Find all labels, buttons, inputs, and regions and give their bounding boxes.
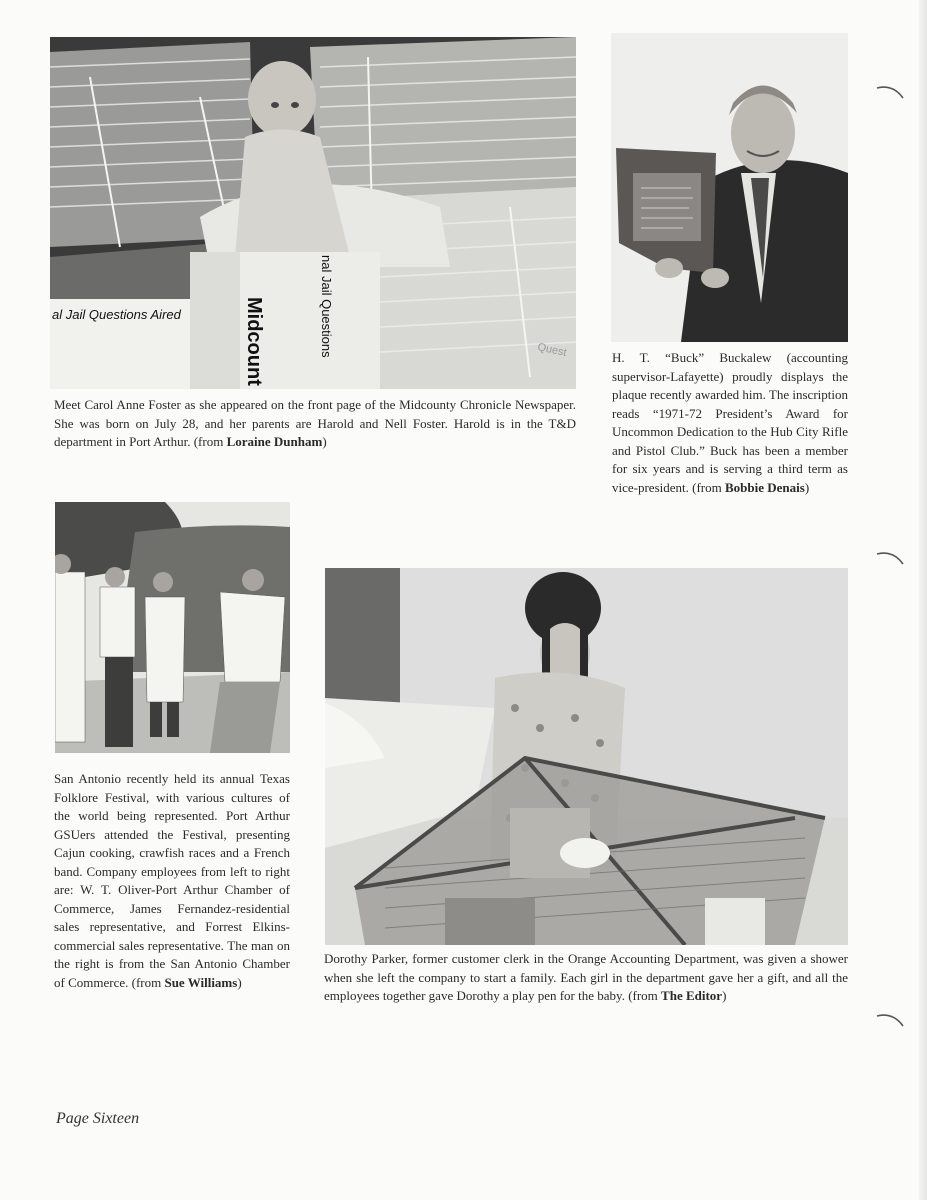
dorothy-caption-close: ): [722, 988, 727, 1003]
festival-caption-close: ): [237, 974, 242, 990]
page-number-label: Page Sixteen: [56, 1110, 140, 1127]
baby-photo-headline-text: al Jail Questions Aired: [52, 307, 181, 322]
folklore-festival-photo: [55, 502, 290, 753]
baby-caption-close: ): [322, 434, 327, 449]
baby-photo-torn-text: Quest: [536, 341, 568, 360]
baby-photo-masthead-text: Midcount: [243, 297, 265, 386]
festival-caption-credit: Sue Williams: [164, 974, 238, 990]
baby-photo-caption: [54, 396, 576, 452]
binder-hole-mark-middle: [875, 548, 905, 568]
dorothy-caption-credit: The Editor: [661, 988, 723, 1003]
festival-caption-text: San Antonio recently held its annual Texas Folklore Festival, with various cultures of the world being represented. Port Arthur GSUers attended the Festival, presenting Cajun cooking, crawfish races and a French band. Company employees from left to right are: W. T. Oliver-Port Arthur Chamber of Commerce, James Fernandez-residential sales representative, and Forrest Elkins-commercial sales representative. The man on the right is from the San Antonio Chamber of Commerce. (from: [54, 771, 290, 990]
buck-caption-text: H. T. “Buck” Buckalew (accounting supervisor-Lafayette) proudly displays the plaque recently awarded him. The inscription reads “1971-72 President’s Award for Uncommon Dedication to the Hub City Rifle and Pistol Club.” Buck has been a member for six years and is serving a third term as vice-president. (from: [612, 350, 848, 495]
buck-caption-close: ): [804, 479, 810, 495]
dorothy-photo-caption: [324, 950, 848, 1006]
page-edge-shadow: [919, 0, 927, 1200]
binder-hole-mark-top: [875, 82, 905, 102]
buck-caption-credit: Bobbie Denais: [724, 479, 805, 495]
baby-caption-credit: Loraine Dunham: [226, 434, 323, 449]
baby-caption-text: Meet Carol Anne Foster as she appeared on the front page of the Midcounty Chronicle Newspaper. She was born on July 28, and her parents are Harold and Nell Foster. Harold is in the T&D department in Port Arthur. (from: [54, 397, 576, 449]
dorothy-play-pen-photo: [325, 568, 848, 945]
buck-photo-caption: [612, 349, 848, 497]
baby-on-newspapers-photo: [50, 37, 576, 389]
binder-hole-mark-bottom: [875, 1010, 905, 1030]
baby-photo-vertical-headline: nal Jail Questions: [319, 255, 334, 358]
dorothy-caption-text: Dorothy Parker, former customer clerk in the Orange Accounting Department, was given a shower when she left the company to start a family. Each girl in the department gave her a gift, and all the employees together gave Dorothy a play pen for the baby. (from: [324, 951, 848, 1003]
buck-with-plaque-photo: [611, 33, 848, 342]
festival-photo-caption: [54, 770, 290, 992]
